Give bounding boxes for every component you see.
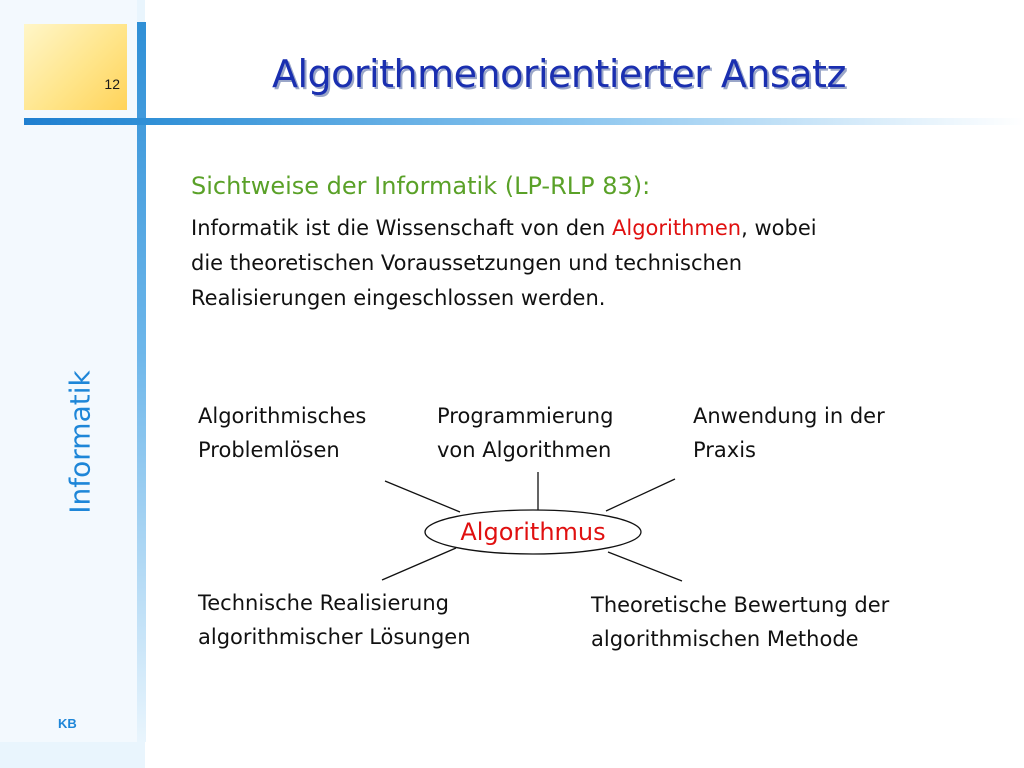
node-bottom-left-line-1: Technische Realisierung [198, 591, 449, 615]
definition-line-1-start: Informatik ist die Wissenschaft von den [191, 216, 613, 240]
sidebar-vertical-label: Informatik [63, 370, 97, 514]
node-bottom-left [198, 586, 471, 654]
node-top-left [198, 399, 366, 467]
node-top-left-line-2: Problemlösen [198, 438, 340, 462]
connector-top-right [606, 479, 675, 511]
connector-bottom-left [382, 548, 456, 580]
node-top-right-line-1: Anwendung in der [693, 404, 885, 428]
node-bottom-right-line-1: Theoretische Bewertung der [591, 593, 890, 617]
slide-number-box [24, 24, 127, 110]
node-bottom-left-line-2: algorithmischer Lösungen [198, 625, 471, 649]
definition-heading: Sichtweise der Informatik (LP-RLP 83): [191, 172, 651, 200]
definition-line-1-end: , wobei [741, 216, 817, 240]
algorithmen-highlight: Algorithmen [612, 216, 742, 240]
definition-line-1 [191, 211, 971, 246]
horizontal-accent-bar [24, 118, 1024, 125]
slide-number: 12 [104, 76, 120, 92]
definition-line-3: Realisierungen eingeschlossen werden. [191, 286, 606, 310]
node-bottom-right [591, 588, 889, 656]
node-top-right [693, 399, 885, 467]
node-top-left-line-1: Algorithmisches [198, 404, 367, 428]
center-node-label: Algorithmus [460, 518, 606, 546]
node-top-right-line-2: Praxis [693, 438, 756, 462]
footer-initials: KB [58, 716, 77, 731]
node-top-center [437, 399, 613, 467]
node-top-center-line-1: Programmierung [437, 404, 614, 428]
slide-title: Algorithmenorientierter Ansatz [272, 52, 846, 96]
vertical-accent-bar [137, 22, 146, 742]
node-bottom-right-line-2: algorithmischen Methode [591, 627, 859, 651]
connector-top-left [385, 481, 460, 512]
definition-text [191, 211, 971, 316]
definition-line-2: die theoretischen Voraussetzungen und technischen [191, 251, 743, 275]
connector-bottom-right [608, 552, 682, 581]
node-top-center-line-2: von Algorithmen [437, 438, 612, 462]
